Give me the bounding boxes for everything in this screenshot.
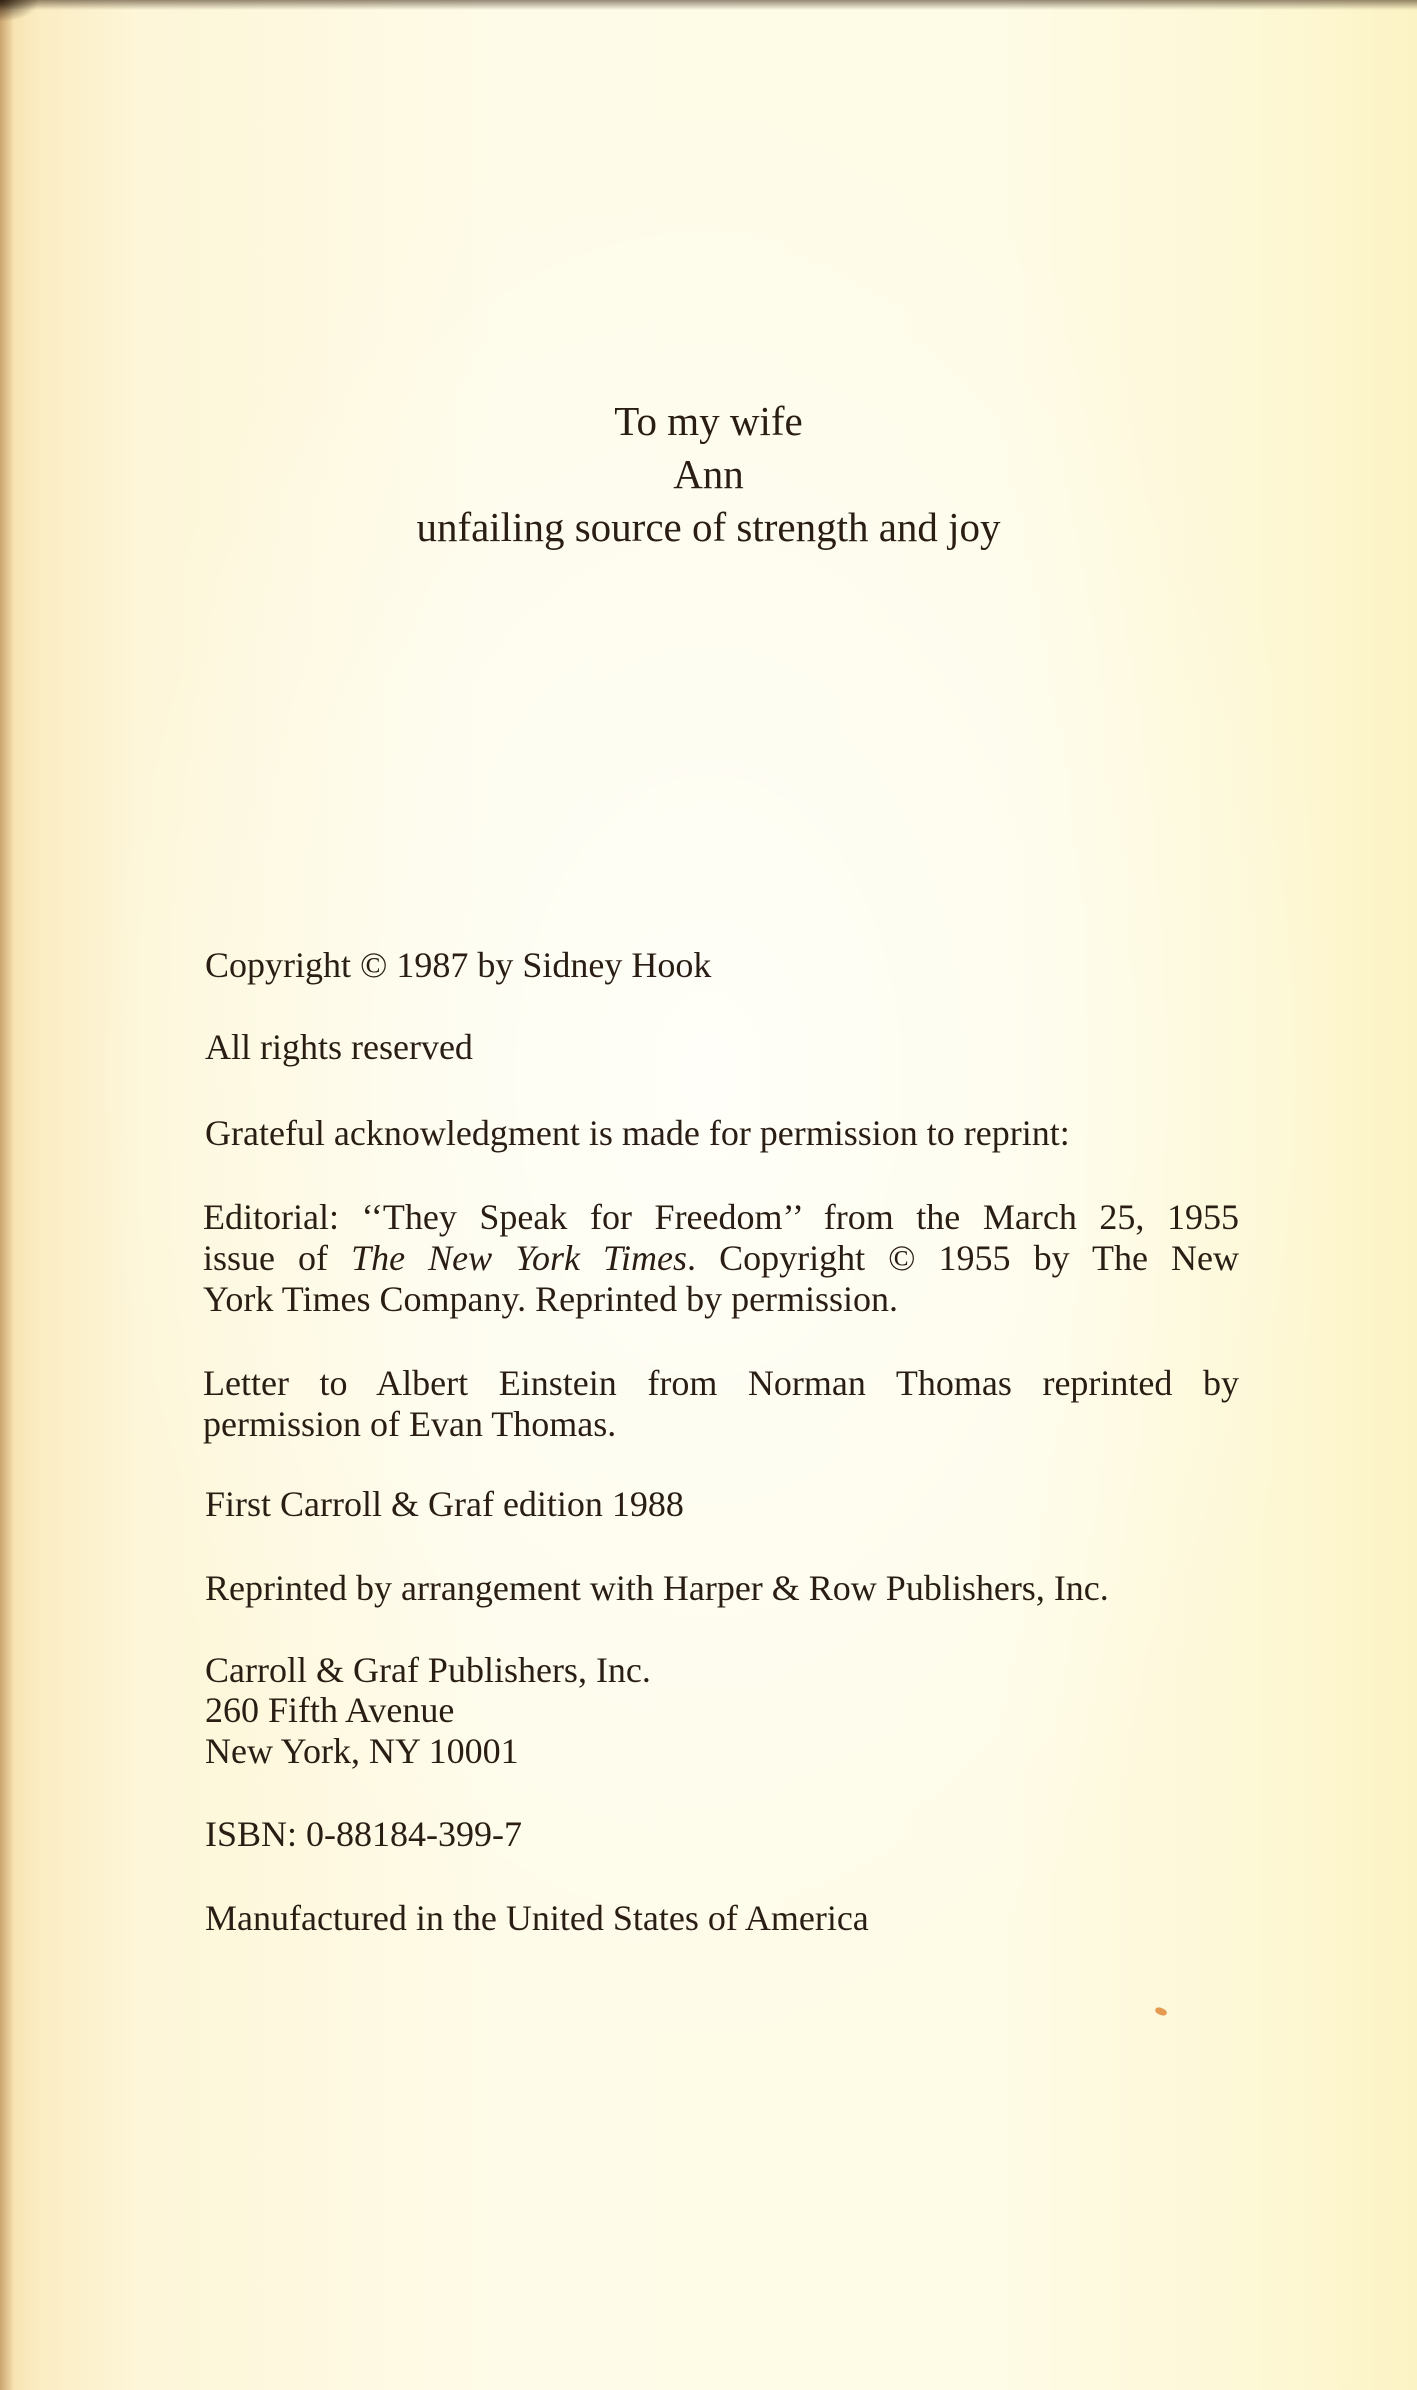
edition-statement: First Carroll & Graf edition 1988 [205, 1484, 684, 1524]
reprint-arrangement: Reprinted by arrangement with Harper & Row Publishers, Inc. [205, 1568, 1109, 1608]
page-left-shadow [0, 0, 14, 2390]
editorial-line-1: Editorial: ‘‘They Speak for Freedom’’ from the March 25, 1955 [203, 1197, 1239, 1237]
paper-speck [1154, 2006, 1168, 2017]
editorial-line-2-prefix: issue of [203, 1238, 352, 1278]
isbn: ISBN: 0-88184-399-7 [205, 1814, 522, 1854]
dedication [0, 395, 1417, 554]
editorial-line-2-suffix: . Copyright © 1955 by The New [687, 1238, 1239, 1278]
dedication-line-3: unfailing source of strength and joy [416, 504, 1001, 550]
dedication-line-1: To my wife [614, 398, 803, 444]
page-top-shadow [0, 0, 1417, 10]
acknowledgment-intro: Grateful acknowledgment is made for permission to reprint: [205, 1113, 1070, 1153]
editorial-line-3: York Times Company. Reprinted by permission. [203, 1279, 899, 1319]
letter-line-1: Letter to Albert Einstein from Norman Thomas reprinted by [203, 1363, 1239, 1403]
letter-line-2: permission of Evan Thomas. [203, 1404, 617, 1444]
editorial-line-2 [203, 1238, 1239, 1279]
rights-reserved: All rights reserved [205, 1027, 473, 1067]
manufactured-statement: Manufactured in the United States of America [205, 1898, 869, 1938]
editorial-credit [203, 1197, 1239, 1320]
publisher-city: New York, NY 10001 [205, 1731, 519, 1771]
newspaper-title: The New York Times [351, 1238, 688, 1278]
publisher-street: 260 Fifth Avenue [205, 1690, 455, 1730]
page-corner-shadow [0, 0, 40, 22]
copyright-notice: Copyright © 1987 by Sidney Hook [205, 945, 712, 985]
dedication-line-2: Ann [673, 451, 744, 497]
letter-credit [203, 1363, 1239, 1445]
publisher-name: Carroll & Graf Publishers, Inc. [205, 1650, 651, 1690]
